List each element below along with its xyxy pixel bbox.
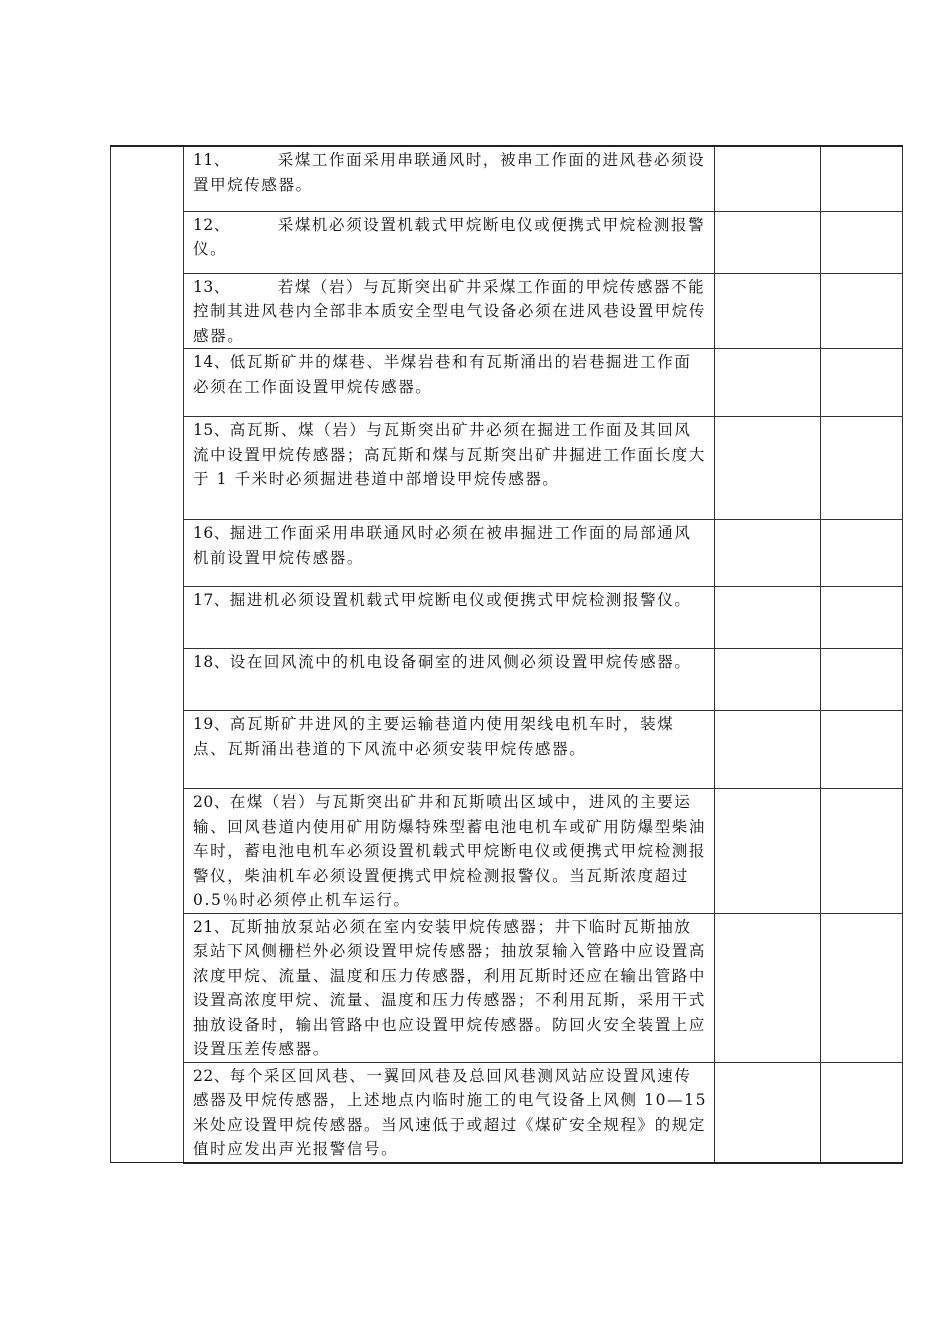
item-number: 11、: [193, 151, 230, 169]
remark-cell: [821, 349, 903, 417]
table-row: [111, 211, 903, 273]
table-row: [111, 417, 903, 520]
item-description: 在煤（岩）与瓦斯突出矿井和瓦斯喷出区域中，进风的主要运输、回风巷道内使用矿用防爆特殊型蓄电池电机车或矿用防爆型柴油车时，蓄电池电机车必须设置机载式甲烷断电仪或便携式甲烷检测报警仪，柴油机车必须设置便携式甲烷检测报警仪。当瓦斯浓度超过 0.5％时必须停止机车运行。: [193, 793, 707, 909]
table-row: [111, 649, 903, 711]
item-number: 14、: [193, 353, 230, 371]
item-cell: [184, 146, 715, 211]
check-cell: [715, 417, 821, 520]
table-row: [111, 1062, 903, 1163]
item-text: [184, 649, 714, 675]
checklist-table: [110, 145, 903, 1164]
check-cell: [715, 146, 821, 211]
category-cell: [111, 146, 184, 1163]
item-cell: [184, 211, 715, 273]
item-cell: [184, 649, 715, 711]
item-text: [184, 789, 714, 913]
table-row: [111, 349, 903, 417]
table-row: [111, 587, 903, 649]
item-number: 13、: [193, 277, 230, 296]
item-text: [184, 711, 714, 761]
item-text: [184, 147, 714, 197]
item-description: 高瓦斯矿井进风的主要运输巷道内使用架线电机车时，装煤点、瓦斯涌出巷道的下风流中必须安装甲烷传感器。: [193, 715, 675, 758]
item-number: 12、: [193, 215, 230, 234]
remark-cell: [821, 146, 903, 211]
item-description: 掘进机必须设置机载式甲烷断电仪或便携式甲烷检测报警仪。: [229, 591, 692, 609]
item-description: 每个采区回风巷、一翼回风巷及总回风巷测风站应设置风速传感器及甲烷传感器，上述地点内临时施工的电气设备上风侧 10—15 米处应设置甲烷传感器。当风速低于或超过《煤矿安全规程》的规定值时应发出声光报警信号。: [193, 1066, 708, 1158]
remark-cell: [821, 587, 903, 649]
item-text: [184, 914, 714, 1062]
remark-cell: [821, 1062, 903, 1163]
check-cell: [715, 711, 821, 789]
item-description: 掘进工作面采用串联通风时必须在被串掘进工作面的局部通风机前设置甲烷传感器。: [193, 524, 692, 567]
remark-cell: [821, 789, 903, 914]
remark-cell: [821, 211, 903, 273]
item-cell: [184, 913, 715, 1062]
item-cell: [184, 273, 715, 349]
item-description: 低瓦斯矿井的煤巷、半煤岩巷和有瓦斯涌出的岩巷掘进工作面必须在工作面设置甲烷传感器。: [193, 353, 692, 396]
table-row: [111, 520, 903, 587]
remark-cell: [821, 273, 903, 349]
item-number: 20、: [193, 793, 230, 811]
table-row: [111, 789, 903, 914]
item-text: [184, 212, 714, 262]
item-cell: [184, 520, 715, 587]
item-number: 15、: [193, 421, 230, 439]
item-cell: [184, 587, 715, 649]
item-cell: [184, 417, 715, 520]
item-cell: [184, 711, 715, 789]
check-cell: [715, 789, 821, 914]
item-description: 高瓦斯、煤（岩）与瓦斯突出矿井必须在掘进工作面及其回风流中设置甲烷传感器；高瓦斯和煤与瓦斯突出矿井掘进工作面长度大于 1 千米时必须掘进巷道中部增设甲烷传感器。: [193, 421, 707, 488]
item-number: 22、: [193, 1066, 230, 1085]
item-cell: [184, 789, 715, 914]
item-cell: [184, 349, 715, 417]
item-text: [184, 1063, 714, 1162]
check-cell: [715, 273, 821, 349]
item-cell: [184, 1062, 715, 1163]
item-number: 16、: [193, 524, 230, 542]
item-text: [184, 417, 714, 492]
item-text: [184, 520, 714, 570]
item-number: 19、: [193, 715, 230, 733]
remark-cell: [821, 711, 903, 789]
table-row: [111, 711, 903, 789]
item-number: 18、: [193, 653, 230, 671]
item-number: 21、: [193, 917, 230, 936]
remark-cell: [821, 913, 903, 1062]
item-number: 17、: [193, 591, 230, 609]
item-text: [184, 274, 714, 349]
item-text: [184, 587, 714, 613]
item-description: 设在回风流中的机电设备硐室的进风侧必须设置甲烷传感器。: [229, 653, 692, 671]
check-cell: [715, 1062, 821, 1163]
table-row: [111, 913, 903, 1062]
check-cell: [715, 349, 821, 417]
check-cell: [715, 913, 821, 1062]
remark-cell: [821, 520, 903, 587]
table-row: [111, 146, 903, 211]
item-text: [184, 349, 714, 399]
item-description: 采煤工作面采用串联通风时，被串工作面的进风巷必须设置甲烷传感器。: [193, 151, 706, 194]
checklist-body: [111, 146, 903, 1163]
check-cell: [715, 520, 821, 587]
check-cell: [715, 587, 821, 649]
item-description: 采煤机必须设置机载式甲烷断电仪或便携式甲烷检测报警仪。: [193, 215, 706, 258]
check-cell: [715, 649, 821, 711]
check-cell: [715, 211, 821, 273]
remark-cell: [821, 417, 903, 520]
remark-cell: [821, 649, 903, 711]
item-description: 若煤（岩）与瓦斯突出矿井采煤工作面的甲烷传感器不能控制其进风巷内全部非本质安全型电气设备必须在进风巷设置甲烷传感器。: [193, 277, 707, 345]
table-row: [111, 273, 903, 349]
item-description: 瓦斯抽放泵站必须在室内安装甲烷传感器；井下临时瓦斯抽放泵站下风侧栅栏外必须设置甲烷传感器；抽放泵输入管路中应设置高浓度甲烷、流量、温度和压力传感器，利用瓦斯时还应在输出管路中设置高浓度甲烷、流量、温度和压力传感器；不利用瓦斯，采用干式抽放设备时，输出管路中也应设置甲烷传感器。防回火安全装置上应设置压差传感器。: [193, 917, 707, 1058]
